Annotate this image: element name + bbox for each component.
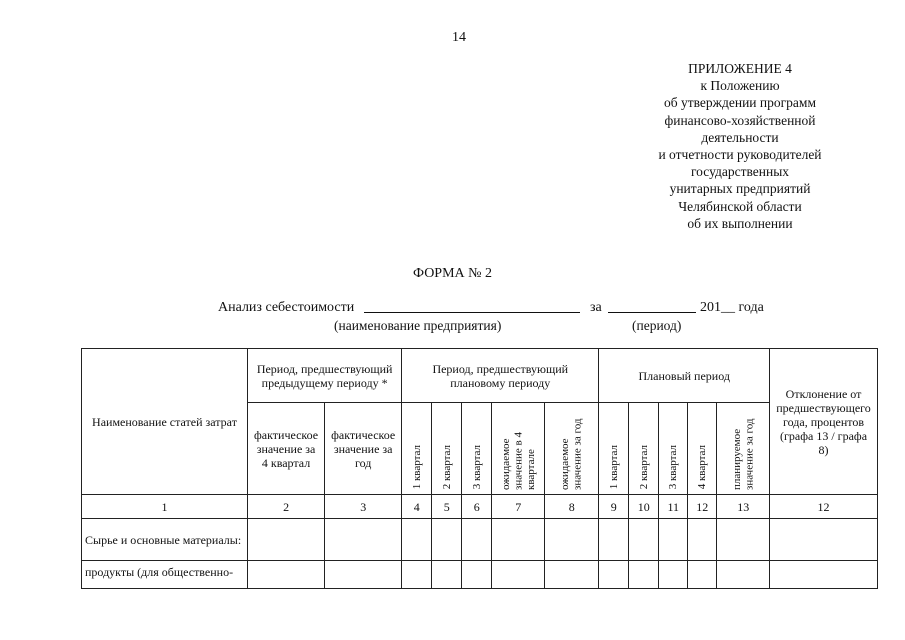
header-deviation: Отклонение от предшествующего года, процентов (графа 13 / графа 8) — [770, 349, 878, 495]
header-prev-expected-year — [545, 403, 599, 495]
table-cell[interactable] — [492, 519, 545, 561]
table-cell[interactable] — [248, 561, 325, 589]
col-number: 2 — [248, 495, 325, 519]
cost-analysis-table — [81, 348, 878, 589]
table-cell[interactable] — [432, 561, 462, 589]
appendix-line: к Положению — [700, 78, 780, 94]
col-number: 12 — [770, 495, 878, 519]
table-cell[interactable] — [248, 519, 325, 561]
col-number: 4 — [402, 495, 432, 519]
table-cell[interactable] — [717, 561, 770, 589]
row-label: Сырье и основные материалы: — [82, 519, 248, 561]
header-group-prev-prev: Период, предшествующий предыдущему периоду * — [248, 349, 402, 403]
header-plan-q2 — [629, 403, 659, 495]
table-cell[interactable] — [688, 519, 717, 561]
appendix-line: финансово-хозяйственной — [664, 112, 816, 128]
appendix-line: деятельности — [701, 129, 779, 145]
appendix-header — [600, 60, 880, 232]
period-caption: (период) — [632, 318, 682, 333]
header-prev-q2 — [432, 403, 462, 495]
appendix-line: государственных — [690, 164, 790, 180]
row-label: продукты (для общественно- — [82, 561, 248, 589]
enterprise-caption: (наименование предприятия) — [334, 318, 502, 333]
header-plan-year — [717, 403, 770, 495]
enterprise-field[interactable] — [364, 300, 580, 318]
header-prev-q1-text: 1 квартал — [410, 445, 423, 490]
appendix-line: ПРИЛОЖЕНИЕ 4 — [688, 61, 792, 76]
appendix-line: об утверждении программ — [663, 95, 816, 111]
table-cell[interactable] — [659, 519, 688, 561]
header-plan-q3 — [659, 403, 688, 495]
col-number: 6 — [462, 495, 492, 519]
col-number: 7 — [492, 495, 545, 519]
analysis-label: Анализ себестоимости — [218, 300, 355, 315]
table-cell[interactable] — [462, 561, 492, 589]
header-fact-year: фактическое значение за год — [325, 403, 402, 495]
header-fact-q4: фактическое значение за 4 квартал — [248, 403, 325, 495]
col-number: 13 — [717, 495, 770, 519]
header-prev-q3 — [462, 403, 492, 495]
page-number: 14 — [452, 30, 466, 45]
col-number: 11 — [659, 495, 688, 519]
table-cell[interactable] — [599, 519, 629, 561]
table-cell[interactable] — [545, 561, 599, 589]
table-cell[interactable] — [402, 561, 432, 589]
header-prev-q1 — [402, 403, 432, 495]
header-plan-q2-text: 2 квартал — [637, 445, 650, 490]
header-prev-q2-text: 2 квартал — [440, 445, 453, 490]
appendix-line: Челябинской области — [678, 198, 802, 214]
table-cell[interactable] — [659, 561, 688, 589]
col-number: 9 — [599, 495, 629, 519]
header-plan-q1-text: 1 квартал — [607, 445, 620, 490]
header-plan-q1 — [599, 403, 629, 495]
table-cell[interactable] — [325, 561, 402, 589]
header-prev-expected-q4-text: ожидаемое значение в 4 квартале — [499, 431, 537, 490]
table-cell[interactable] — [717, 519, 770, 561]
appendix-line: и отчетности руководителей — [658, 147, 822, 163]
table-cell[interactable] — [770, 561, 878, 589]
table-cell[interactable] — [545, 519, 599, 561]
form-title: ФОРМА № 2 — [412, 266, 493, 281]
table-cell[interactable] — [325, 519, 402, 561]
appendix-line: унитарных предприятий — [669, 181, 811, 197]
header-prev-expected-q4 — [492, 403, 545, 495]
table-cell[interactable] — [688, 561, 717, 589]
table-cell[interactable] — [629, 519, 659, 561]
table-cell[interactable] — [599, 561, 629, 589]
appendix-line: об их выполнении — [687, 215, 793, 231]
header-cost-items: Наименование статей затрат — [82, 349, 248, 495]
col-number: 10 — [629, 495, 659, 519]
header-prev-q3-text: 3 квартал — [470, 445, 483, 490]
header-plan-q4 — [688, 403, 717, 495]
period-field[interactable] — [608, 300, 696, 318]
table-cell[interactable] — [629, 561, 659, 589]
col-number: 1 — [82, 495, 248, 519]
table-cell[interactable] — [492, 561, 545, 589]
col-number: 5 — [432, 495, 462, 519]
table-cell[interactable] — [770, 519, 878, 561]
header-prev-expected-year-text: ожидаемое значение за год — [559, 418, 584, 490]
header-group-plan: Плановый период — [599, 349, 770, 403]
header-plan-q3-text: 3 квартал — [667, 445, 679, 490]
header-group-prev: Период, предшествующий плановому периоду — [402, 349, 599, 403]
header-plan-year-text: планируемое значение за год — [730, 418, 756, 490]
za-label: за — [590, 300, 602, 315]
year-label: 201__ года — [700, 300, 764, 315]
col-number: 3 — [325, 495, 402, 519]
col-number: 12 — [688, 495, 717, 519]
header-plan-q4-text: 4 квартал — [696, 445, 708, 490]
col-number: 8 — [545, 495, 599, 519]
table-cell[interactable] — [462, 519, 492, 561]
table-cell[interactable] — [432, 519, 462, 561]
table-cell[interactable] — [402, 519, 432, 561]
